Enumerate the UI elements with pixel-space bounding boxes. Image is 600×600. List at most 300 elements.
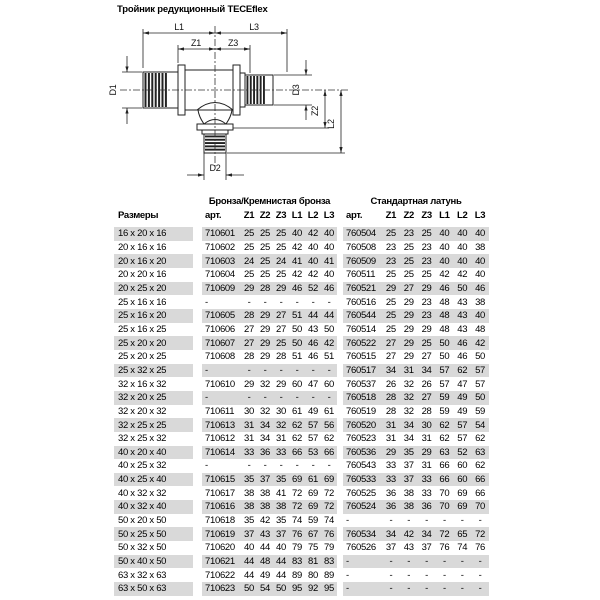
value-cell: - bbox=[327, 460, 331, 472]
bronze-cells bbox=[202, 241, 337, 255]
value-cell: 72 bbox=[292, 501, 302, 513]
bronze-cells bbox=[202, 323, 337, 337]
value-cell: 30 bbox=[244, 405, 254, 417]
value-cell: 72 bbox=[324, 501, 334, 513]
value-cell: - bbox=[279, 460, 283, 472]
value-cell: 42 bbox=[439, 269, 450, 281]
article-cell: 710615 bbox=[205, 474, 235, 486]
brass-cells bbox=[343, 527, 489, 541]
column-gap bbox=[193, 282, 202, 296]
value-cell: - bbox=[247, 460, 251, 472]
value-cell: 43 bbox=[260, 528, 270, 540]
table-row bbox=[114, 446, 490, 460]
value-cell: 46 bbox=[308, 351, 318, 363]
article-cell: 710623 bbox=[205, 583, 235, 595]
size-cell: 50 x 20 x 50 bbox=[118, 515, 167, 527]
size-cell: 40 x 25 x 40 bbox=[114, 473, 193, 487]
value-cell: - bbox=[327, 296, 331, 308]
value-cell: - bbox=[442, 515, 446, 527]
value-cell: 57 bbox=[308, 433, 318, 445]
brass-cells bbox=[343, 541, 489, 555]
group-header-spacer bbox=[114, 196, 202, 208]
value-cell: 33 bbox=[385, 474, 396, 486]
column-gap bbox=[193, 227, 202, 241]
table-row bbox=[114, 336, 490, 350]
brass-cells bbox=[343, 459, 489, 473]
value-cell: 25 bbox=[421, 269, 432, 281]
value-cell: 62 bbox=[292, 419, 302, 431]
value-cell: 50 bbox=[276, 583, 286, 595]
article-cell: - bbox=[346, 583, 349, 595]
brass-cells bbox=[343, 295, 489, 309]
value-cell: 27 bbox=[385, 351, 396, 363]
value-cell: 40 bbox=[475, 228, 486, 240]
table-row bbox=[114, 432, 490, 446]
bronze-cells bbox=[202, 500, 337, 514]
value-cell: 72 bbox=[292, 487, 302, 499]
value-cell: 69 bbox=[457, 487, 468, 499]
value-cell: 34 bbox=[385, 364, 396, 376]
value-cell: - bbox=[263, 364, 267, 376]
value-cell: 52 bbox=[457, 446, 468, 458]
group-header-bronze: Бронза/Кремнистая бронза bbox=[208, 196, 331, 207]
value-cell: 62 bbox=[439, 433, 450, 445]
size-column-header: Размеры bbox=[118, 209, 159, 221]
dim-label-z1: Z1 bbox=[190, 38, 202, 48]
bronze-cells bbox=[202, 418, 337, 432]
value-cell: 25 bbox=[260, 269, 270, 281]
column-gap bbox=[193, 391, 202, 405]
article-cell: 760508 bbox=[346, 241, 376, 253]
value-cell: 35 bbox=[276, 515, 286, 527]
value-cell: 72 bbox=[475, 528, 486, 540]
value-cell: 49 bbox=[457, 405, 468, 417]
value-cell: 32 bbox=[403, 392, 414, 404]
table-row bbox=[114, 268, 490, 282]
brass-cells bbox=[343, 391, 489, 405]
value-cell: - bbox=[311, 460, 315, 472]
size-cell: 40 x 32 x 32 bbox=[118, 487, 167, 499]
article-cell: 710620 bbox=[205, 542, 235, 554]
table-row bbox=[114, 582, 490, 596]
value-cell: 40 bbox=[439, 241, 450, 253]
value-cell: 33 bbox=[276, 446, 286, 458]
bronze-cells bbox=[202, 336, 337, 350]
table-body bbox=[114, 227, 490, 596]
size-cell: 25 x 20 x 25 bbox=[118, 351, 167, 363]
tee-fitting-technical-drawing bbox=[100, 18, 360, 193]
value-cell: 59 bbox=[308, 515, 318, 527]
value-cell: 40 bbox=[324, 269, 334, 281]
value-cell: 40 bbox=[457, 228, 468, 240]
table-row bbox=[114, 364, 490, 378]
brass-cells bbox=[343, 500, 489, 514]
value-cell: 34 bbox=[260, 419, 270, 431]
article-cell: 760533 bbox=[346, 474, 376, 486]
value-cell: 46 bbox=[475, 282, 486, 294]
value-cell: 37 bbox=[244, 528, 254, 540]
size-cell: 25 x 32 x 25 bbox=[114, 364, 193, 378]
table-row bbox=[114, 350, 490, 364]
column-gap bbox=[193, 268, 202, 282]
value-cell: 40 bbox=[292, 228, 302, 240]
value-cell: 28 bbox=[385, 392, 396, 404]
value-cell: 89 bbox=[324, 569, 334, 581]
article-cell: 710612 bbox=[205, 433, 235, 445]
value-cell: - bbox=[407, 583, 411, 595]
article-cell: 760537 bbox=[346, 378, 376, 390]
value-cell: 95 bbox=[324, 583, 334, 595]
value-cell: - bbox=[478, 515, 482, 527]
value-cell: 40 bbox=[475, 310, 486, 322]
article-cell: 760514 bbox=[346, 323, 376, 335]
value-cell: 50 bbox=[324, 323, 334, 335]
article-cell: 760534 bbox=[346, 528, 376, 540]
value-cell: 66 bbox=[292, 446, 302, 458]
article-cell: 710602 bbox=[205, 241, 235, 253]
value-cell: - bbox=[425, 569, 428, 581]
size-cell: 40 x 25 x 32 bbox=[118, 460, 167, 472]
value-cell: 24 bbox=[244, 255, 254, 267]
value-cell: 31 bbox=[385, 419, 396, 431]
brass-cells bbox=[343, 254, 489, 268]
value-cell: 37 bbox=[276, 528, 286, 540]
value-cell: - bbox=[279, 392, 283, 404]
value-cell: 25 bbox=[276, 241, 286, 253]
value-cell: 66 bbox=[475, 487, 486, 499]
value-cell: 42 bbox=[292, 241, 302, 253]
value-cell: 34 bbox=[421, 528, 432, 540]
value-cell: - bbox=[407, 515, 411, 527]
article-cell: 760524 bbox=[346, 501, 376, 513]
brass-cells bbox=[343, 282, 489, 296]
bronze-cells bbox=[202, 391, 337, 405]
value-cell: 76 bbox=[292, 528, 302, 540]
value-cell: 83 bbox=[324, 556, 334, 568]
value-cell: 37 bbox=[260, 474, 270, 486]
value-cell: 40 bbox=[439, 228, 450, 240]
value-cell: 57 bbox=[308, 419, 318, 431]
value-cell: - bbox=[247, 296, 251, 308]
value-cell: 28 bbox=[276, 351, 286, 363]
article-cell: 710622 bbox=[205, 569, 235, 581]
value-cell: 83 bbox=[292, 556, 302, 568]
value-cell: 60 bbox=[292, 378, 302, 390]
value-cell: 57 bbox=[475, 364, 486, 376]
column-gap bbox=[193, 323, 202, 337]
size-cell: 20 x 25 x 20 bbox=[114, 282, 193, 296]
value-cell: 50 bbox=[475, 351, 486, 363]
value-cell: 80 bbox=[308, 569, 318, 581]
value-cell: 69 bbox=[308, 487, 318, 499]
value-cell: 32 bbox=[260, 378, 270, 390]
article-cell: 760521 bbox=[346, 282, 376, 294]
table-row bbox=[114, 541, 490, 555]
value-cell: 27 bbox=[244, 337, 254, 349]
size-cell: 32 x 25 x 32 bbox=[118, 433, 167, 445]
value-cell: 42 bbox=[260, 515, 270, 527]
value-cell: 42 bbox=[292, 269, 302, 281]
value-cell: 60 bbox=[324, 378, 334, 390]
value-cell: 62 bbox=[439, 419, 450, 431]
value-cell: - bbox=[460, 556, 464, 568]
value-cell: 31 bbox=[403, 364, 414, 376]
value-cell: 74 bbox=[324, 515, 334, 527]
article-cell: 760543 bbox=[346, 460, 376, 472]
article-cell: - bbox=[205, 296, 208, 308]
value-cell: 61 bbox=[292, 405, 302, 417]
value-cell: 38 bbox=[475, 296, 486, 308]
value-cell: 38 bbox=[260, 501, 270, 513]
brass-cells bbox=[343, 377, 489, 391]
brass-cells bbox=[343, 350, 489, 364]
value-cell: 48 bbox=[439, 310, 450, 322]
value-cell: 23 bbox=[385, 255, 396, 267]
value-cell: 42 bbox=[457, 269, 468, 281]
value-cell: 54 bbox=[475, 419, 486, 431]
bronze-cells bbox=[202, 568, 337, 582]
value-cell: 66 bbox=[324, 446, 334, 458]
value-cell: 49 bbox=[308, 405, 318, 417]
bronze-cells bbox=[202, 268, 337, 282]
size-cell: 40 x 20 x 40 bbox=[114, 446, 193, 460]
value-cell: 36 bbox=[385, 487, 396, 499]
article-cell: 760522 bbox=[346, 337, 376, 349]
value-cell: - bbox=[263, 392, 267, 404]
article-cell: 760517 bbox=[346, 364, 376, 376]
value-cell: 27 bbox=[276, 323, 286, 335]
value-cell: 72 bbox=[324, 487, 334, 499]
bronze-cells bbox=[202, 364, 337, 378]
value-cell: 50 bbox=[457, 282, 468, 294]
value-cell: 43 bbox=[457, 310, 468, 322]
value-cell: 25 bbox=[403, 269, 414, 281]
value-cell: 48 bbox=[439, 296, 450, 308]
value-cell: - bbox=[425, 556, 428, 568]
brass-cells bbox=[343, 514, 489, 528]
page-title: Тройник редукционный TECEflex bbox=[117, 4, 268, 15]
column-gap bbox=[193, 555, 202, 569]
value-cell: 38 bbox=[244, 501, 254, 513]
value-cell: 40 bbox=[244, 542, 254, 554]
value-cell: 25 bbox=[421, 337, 432, 349]
bronze-cells bbox=[202, 459, 337, 473]
value-cell: 29 bbox=[260, 337, 270, 349]
size-cell: 20 x 16 x 20 bbox=[114, 254, 193, 268]
value-cell: 29 bbox=[244, 378, 254, 390]
value-cell: 28 bbox=[385, 405, 396, 417]
value-cell: - bbox=[327, 364, 331, 376]
column-gap bbox=[193, 473, 202, 487]
article-cell: 710616 bbox=[205, 501, 235, 513]
value-cell: 24 bbox=[276, 255, 286, 267]
value-cell: 43 bbox=[457, 296, 468, 308]
value-cell: 29 bbox=[403, 310, 414, 322]
value-cell: 62 bbox=[292, 433, 302, 445]
article-cell: 710617 bbox=[205, 487, 235, 499]
brass-cells bbox=[343, 364, 489, 378]
bronze-cells bbox=[202, 527, 337, 541]
article-cell: 710610 bbox=[205, 378, 235, 390]
value-cell: - bbox=[389, 583, 393, 595]
value-cell: - bbox=[311, 296, 315, 308]
table-row bbox=[114, 555, 490, 569]
value-cell: - bbox=[478, 569, 482, 581]
bronze-cells bbox=[202, 295, 337, 309]
brass-cells bbox=[343, 568, 489, 582]
value-cell: 46 bbox=[457, 351, 468, 363]
value-cell: 23 bbox=[421, 255, 432, 267]
value-cell: 63 bbox=[475, 446, 486, 458]
value-cell: 47 bbox=[308, 378, 318, 390]
article-cell: 760536 bbox=[346, 446, 376, 458]
table-row bbox=[114, 391, 490, 405]
value-cell: - bbox=[295, 392, 299, 404]
size-cell: 25 x 16 x 20 bbox=[114, 309, 193, 323]
value-cell: 36 bbox=[385, 501, 396, 513]
value-cell: 57 bbox=[457, 419, 468, 431]
value-cell: 23 bbox=[421, 310, 432, 322]
value-cell: 66 bbox=[475, 474, 486, 486]
value-cell: 25 bbox=[244, 269, 254, 281]
value-cell: 25 bbox=[260, 228, 270, 240]
value-cell: 59 bbox=[439, 392, 450, 404]
article-cell: 710614 bbox=[205, 446, 235, 458]
size-cell: 20 x 16 x 16 bbox=[118, 241, 167, 253]
table-column-header-row bbox=[114, 208, 490, 222]
value-cell: 38 bbox=[276, 501, 286, 513]
value-cell: 25 bbox=[403, 255, 414, 267]
bronze-cells bbox=[202, 227, 337, 241]
value-cell: - bbox=[327, 392, 331, 404]
article-cell: 710609 bbox=[205, 282, 235, 294]
value-cell: 48 bbox=[260, 556, 270, 568]
table-row bbox=[114, 405, 490, 419]
column-gap bbox=[193, 364, 202, 378]
value-cell: 37 bbox=[421, 542, 432, 554]
brass-cells bbox=[343, 582, 489, 596]
value-cell: 74 bbox=[457, 542, 468, 554]
value-cell: 28 bbox=[244, 351, 254, 363]
value-cell: 67 bbox=[308, 528, 318, 540]
article-cell: 760526 bbox=[346, 542, 376, 554]
bronze-cells bbox=[202, 582, 337, 596]
value-cell: 60 bbox=[457, 474, 468, 486]
value-cell: 79 bbox=[324, 542, 334, 554]
value-cell: 31 bbox=[421, 433, 432, 445]
value-cell: 47 bbox=[457, 378, 468, 390]
value-cell: 40 bbox=[324, 228, 334, 240]
value-cell: 38 bbox=[403, 487, 414, 499]
value-cell: 66 bbox=[439, 474, 450, 486]
article-cell: 710621 bbox=[205, 556, 235, 568]
column-gap bbox=[193, 459, 202, 473]
value-cell: 51 bbox=[292, 351, 302, 363]
value-cell: 37 bbox=[403, 474, 414, 486]
value-cell: 74 bbox=[292, 515, 302, 527]
value-cell: 25 bbox=[403, 241, 414, 253]
value-cell: 50 bbox=[292, 337, 302, 349]
article-cell: 760519 bbox=[346, 405, 376, 417]
article-cell: 760525 bbox=[346, 487, 376, 499]
value-cell: 44 bbox=[260, 542, 270, 554]
value-cell: 25 bbox=[276, 228, 286, 240]
value-cell: 44 bbox=[308, 310, 318, 322]
value-cell: 81 bbox=[308, 556, 318, 568]
value-cell: 66 bbox=[439, 460, 450, 472]
table-row bbox=[114, 282, 490, 296]
value-cell: 49 bbox=[457, 392, 468, 404]
value-cell: 25 bbox=[385, 228, 396, 240]
value-cell: 59 bbox=[475, 405, 486, 417]
value-cell: 23 bbox=[421, 296, 432, 308]
value-cell: 92 bbox=[308, 583, 318, 595]
article-cell: - bbox=[346, 515, 349, 527]
article-cell: 760544 bbox=[346, 310, 376, 322]
article-cell: - bbox=[346, 556, 349, 568]
value-cell: 61 bbox=[324, 405, 334, 417]
brass-cells bbox=[343, 241, 489, 255]
brass-cells bbox=[343, 418, 489, 432]
size-cell: 63 x 50 x 63 bbox=[114, 582, 193, 596]
column-gap bbox=[193, 432, 202, 446]
value-cell: 57 bbox=[439, 364, 450, 376]
value-cell: 29 bbox=[276, 378, 286, 390]
article-cell: 710604 bbox=[205, 269, 235, 281]
value-cell: 27 bbox=[276, 310, 286, 322]
value-cell: 28 bbox=[260, 282, 270, 294]
bronze-cells bbox=[202, 254, 337, 268]
value-cell: 40 bbox=[439, 255, 450, 267]
value-cell: 69 bbox=[457, 501, 468, 513]
value-cell: 40 bbox=[308, 241, 318, 253]
value-cell: 76 bbox=[475, 542, 486, 554]
bronze-cells bbox=[202, 282, 337, 296]
value-cell: 46 bbox=[292, 282, 302, 294]
value-cell: - bbox=[311, 392, 315, 404]
value-cell: 70 bbox=[439, 487, 450, 499]
value-cell: 31 bbox=[421, 460, 432, 472]
value-cell: 40 bbox=[276, 542, 286, 554]
value-cell: - bbox=[460, 583, 464, 595]
value-cell: - bbox=[311, 364, 315, 376]
value-cell: 43 bbox=[403, 542, 414, 554]
bronze-cells bbox=[202, 432, 337, 446]
value-cell: 62 bbox=[475, 460, 486, 472]
column-gap bbox=[193, 254, 202, 268]
article-cell: 760518 bbox=[346, 392, 376, 404]
dim-label-l1: L1 bbox=[174, 22, 184, 32]
brass-cells bbox=[343, 336, 489, 350]
bronze-cells bbox=[202, 486, 337, 500]
size-cell: 32 x 25 x 25 bbox=[114, 418, 193, 432]
value-cell: 29 bbox=[403, 351, 414, 363]
value-cell: 69 bbox=[324, 474, 334, 486]
value-cell: 79 bbox=[292, 542, 302, 554]
column-gap bbox=[193, 309, 202, 323]
article-cell: 760523 bbox=[346, 433, 376, 445]
value-cell: 31 bbox=[276, 433, 286, 445]
value-cell: 44 bbox=[276, 556, 286, 568]
value-cell: 29 bbox=[421, 446, 432, 458]
value-cell: 50 bbox=[439, 351, 450, 363]
article-cell: - bbox=[346, 569, 349, 581]
value-cell: 50 bbox=[292, 323, 302, 335]
value-cell: 59 bbox=[439, 405, 450, 417]
value-cell: 29 bbox=[403, 323, 414, 335]
value-cell: 65 bbox=[457, 528, 468, 540]
dim-label-d2: D2 bbox=[209, 163, 221, 173]
